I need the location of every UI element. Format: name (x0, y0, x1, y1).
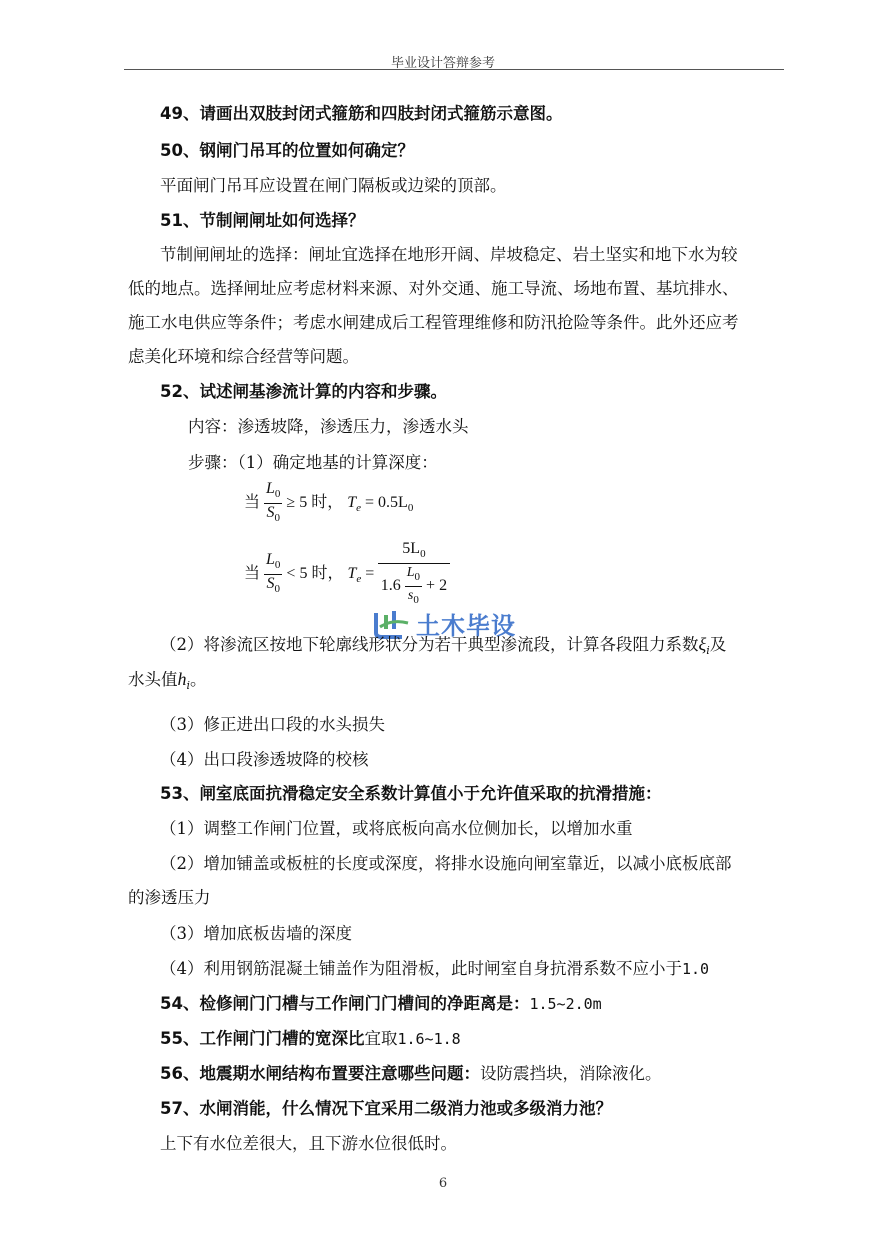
page-header: 毕业设计答辩参考 (390, 56, 495, 71)
formula-2-condition: < 5 时， (286, 565, 344, 583)
question-54: 54、检修闸门门槽与工作闸门门槽间的净距离是：1.5~2.0m (160, 994, 602, 1013)
step-2-line-2: 水头值$h_i$。 (128, 669, 207, 692)
question-50: 50、钢闸门吊耳的位置如何确定？ (160, 141, 414, 160)
step-1: 步骤：（1）确定地基的计算深度： (188, 453, 438, 472)
answer-57: 上下有水位差很大，且下游水位很低时。 (160, 1134, 457, 1153)
question-49: 49、请画出双肢封闭式箍筋和四肢封闭式箍筋示意图。 (160, 104, 563, 123)
measure-2-line-2: 的渗透压力 (128, 888, 211, 907)
answer-51-line-4: 虑美化环境和综合经营等问题。 (128, 347, 359, 366)
answer-51-line-3: 施工水电供应等条件；考虑水闸建成后工程管理维修和防汛抢险等条件。此外还应考 (128, 313, 739, 332)
formula-2-fraction: $\frac{L_0}{S_0}$ (266, 551, 281, 595)
step-4: （4）出口段渗透坡降的校核 (160, 750, 369, 769)
question-53: 53、闸室底面抗滑稳定安全系数计算值小于允许值采取的抗滑措施： (160, 784, 662, 803)
measure-4: （4）利用钢筋混凝土铺盖作为阻滑板，此时闸室自身抗滑系数不应小于1.0 (160, 959, 710, 978)
formula-2-rhs-fraction: $5L_0$ 1.6 $\frac{L_0}{s_0}$ + 2 (378, 540, 449, 609)
formula-1-prefix: 当 (244, 494, 261, 512)
answer-51-line-1: 节制闸闸址的选择：闸址宜选择在地形开阔、岸坡稳定、岩土坚实和地下水为较 (160, 245, 738, 264)
question-52: 52、试述闸基渗流计算的内容和步骤。 (160, 382, 447, 401)
watermark-text: 土木毕设 (416, 612, 516, 640)
page-number: 6 (438, 1176, 448, 1191)
formula-2: 当 $\frac{L_0}{S_0}$ < 5 时， $T_e$ = $5L_0$ 1.6 $\frac{L_0}{s_0}$ + 2 (244, 540, 450, 609)
question-56: 56、地震期水闸结构布置要注意哪些问题：设防震挡块，消除液化。 (160, 1064, 662, 1083)
measure-3: （3）增加底板齿墙的深度 (160, 924, 352, 943)
formula-1-fraction: $\frac{L_0}{S_0}$ (266, 480, 281, 524)
formula-1: 当 $\frac{L_0}{S_0}$ ≥ 5 时， $T_e = 0.5L_0$ (244, 480, 413, 527)
answer-51-line-2: 低的地点。选择闸址应考虑材料来源、对外交通、施工导流、场地布置、基坑排水、 (128, 279, 739, 298)
step-3: （3）修正进出口段的水头损失 (160, 715, 385, 734)
formula-1-condition: ≥ 5 时， (286, 494, 344, 512)
answer-50: 平面闸门吊耳应设置在闸门隔板或边梁的顶部。 (160, 176, 507, 195)
measure-1: （1）调整工作闸门位置，或将底板向高水位侧加长，以增加水重 (160, 819, 633, 838)
measure-2-line-1: （2）增加铺盖或板桩的长度或深度，将排水设施向闸室靠近，以减小底板底部 (160, 854, 732, 873)
question-55: 55、工作闸门门槽的宽深比宜取1.6~1.8 (160, 1029, 461, 1048)
question-57: 57、水闸消能，什么情况下宜采用二级消力池或多级消力池？ (160, 1099, 612, 1118)
question-51: 51、节制闸闸址如何选择？ (160, 211, 365, 230)
content-52: 内容：渗透坡降，渗透压力，渗透水头 (188, 417, 469, 436)
step-2-line-1: （2）将渗流区按地下轮廓线形状分为若干典型渗流段，计算各段阻力系数$\xi_i$及 (160, 634, 727, 657)
header-rule (124, 69, 784, 70)
formula-2-prefix: 当 (244, 565, 261, 583)
